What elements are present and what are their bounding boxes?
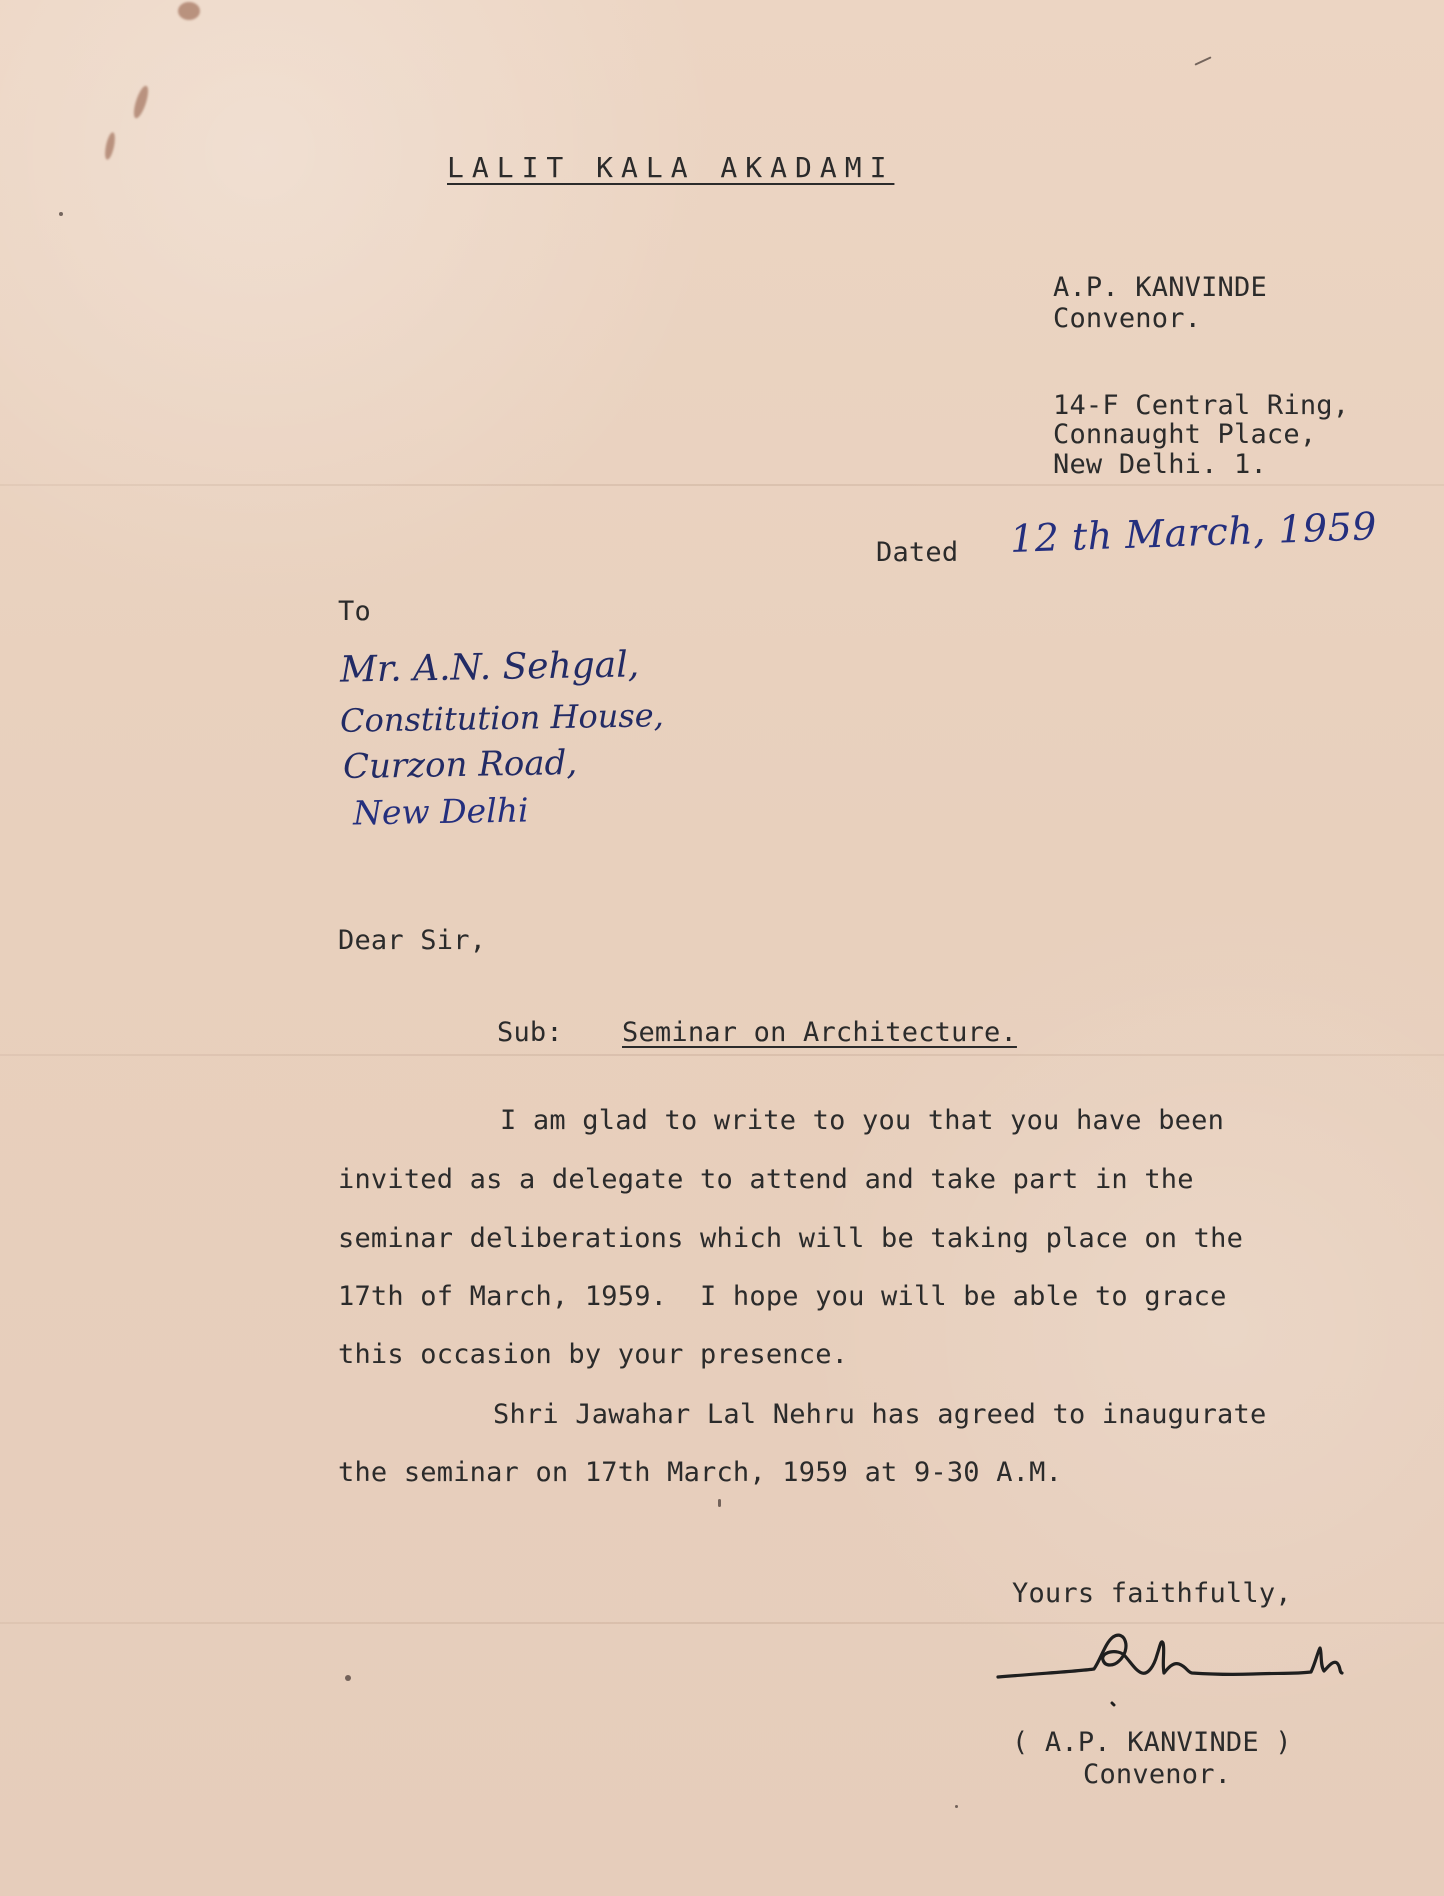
subject-label: Sub: bbox=[497, 1017, 563, 1048]
body-line: I am glad to write to you that you have been bbox=[500, 1105, 1225, 1136]
paper-speck bbox=[955, 1805, 958, 1808]
body-line: the seminar on 17th March, 1959 at 9-30 A.M. bbox=[338, 1457, 1063, 1488]
body-line: 17th of March, 1959. I hope you will be able to grace bbox=[338, 1281, 1227, 1312]
sender-address-line: Connaught Place, bbox=[1053, 419, 1317, 450]
organization-title: LALIT KALA AKADAMI bbox=[447, 151, 895, 184]
body-line: seminar deliberations which will be taking place on the bbox=[338, 1223, 1244, 1254]
recipient-line: Constitution House, bbox=[339, 696, 665, 740]
signature-dot bbox=[1112, 1703, 1114, 1705]
sender-name: A.P. KANVINDE bbox=[1053, 272, 1267, 303]
handwritten-signature bbox=[996, 1625, 1346, 1707]
recipient-line: Curzon Road, bbox=[342, 742, 578, 788]
recipient-line: New Delhi bbox=[352, 790, 529, 833]
paper-speck bbox=[718, 1499, 721, 1507]
sender-role: Convenor. bbox=[1053, 303, 1202, 334]
recipient-line: Mr. A.N. Sehgal, bbox=[339, 644, 640, 691]
signature-stroke bbox=[998, 1635, 1342, 1677]
body-line: this occasion by your presence. bbox=[338, 1339, 849, 1370]
closing-text: Yours faithfully, bbox=[1012, 1578, 1292, 1609]
paper-stain bbox=[103, 131, 117, 160]
signature-name: ( A.P. KANVINDE ) bbox=[1012, 1727, 1292, 1758]
sender-address-line: New Delhi. 1. bbox=[1053, 449, 1267, 480]
paper-speck bbox=[1194, 56, 1211, 65]
handwritten-date: 12 th March, 1959 bbox=[1009, 504, 1378, 561]
sender-address-line: 14-F Central Ring, bbox=[1053, 390, 1350, 421]
paper-speck bbox=[345, 1675, 351, 1681]
recipient-label: To bbox=[338, 596, 371, 627]
paper-fold-line bbox=[0, 1054, 1444, 1056]
paper-speck bbox=[59, 212, 63, 216]
body-line: invited as a delegate to attend and take part in the bbox=[338, 1164, 1194, 1195]
paper-fold-line bbox=[0, 1622, 1444, 1624]
salutation: Dear Sir, bbox=[338, 925, 487, 956]
paper-fold-line bbox=[0, 484, 1444, 486]
signature-role: Convenor. bbox=[1083, 1759, 1232, 1790]
subject-text: Seminar on Architecture. bbox=[622, 1017, 1017, 1048]
paper-stain bbox=[178, 2, 200, 20]
date-label: Dated bbox=[876, 537, 959, 568]
paper-stain bbox=[131, 84, 151, 119]
body-line: Shri Jawahar Lal Nehru has agreed to inaugurate bbox=[493, 1399, 1267, 1430]
